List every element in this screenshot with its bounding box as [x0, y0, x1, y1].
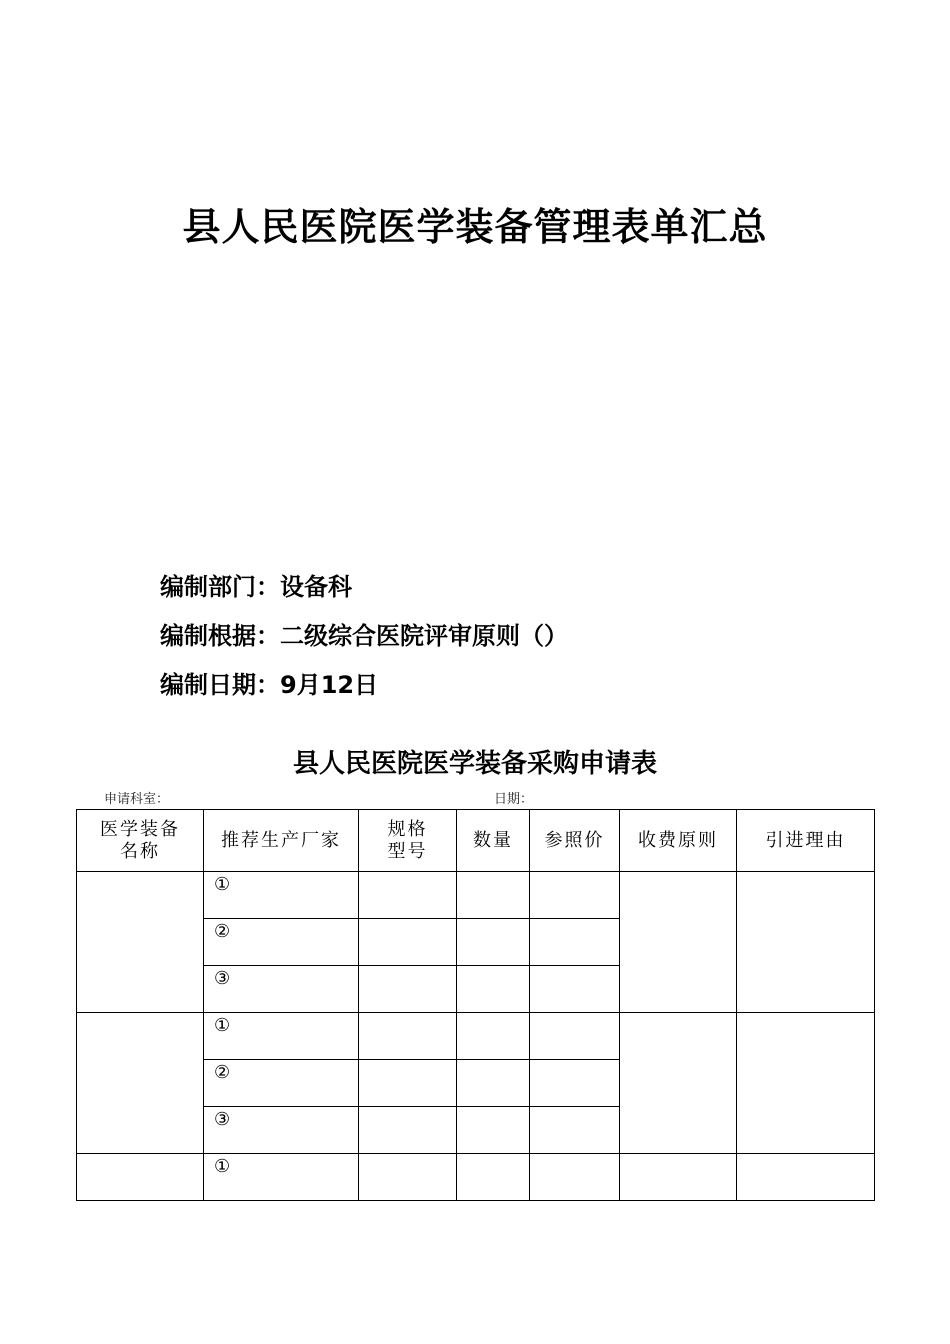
price-cell[interactable]: [530, 1154, 620, 1201]
quantity-cell[interactable]: [457, 1060, 530, 1107]
price-cell[interactable]: [530, 1107, 620, 1154]
charge-principle-cell[interactable]: [620, 1154, 737, 1201]
header-spec-line2: 型号: [387, 840, 428, 862]
header-equipment-name: [77, 810, 204, 872]
quantity-cell[interactable]: [457, 966, 530, 1013]
meta-department: 编制部门：设备科: [160, 573, 352, 601]
department-label: 申请科室：: [104, 792, 170, 807]
manufacturer-cell[interactable]: ①: [204, 872, 359, 919]
spec-cell[interactable]: [359, 1107, 457, 1154]
spec-cell[interactable]: [359, 919, 457, 966]
document-title: 县人民医院医学装备管理表单汇总: [182, 205, 768, 249]
header-manufacturer: 推荐生产厂家: [204, 810, 359, 872]
quantity-cell[interactable]: [457, 919, 530, 966]
reason-cell[interactable]: [737, 872, 875, 1013]
equipment-name-cell[interactable]: [77, 872, 204, 1013]
header-quantity: 数量: [457, 810, 530, 872]
charge-principle-cell[interactable]: [620, 1013, 737, 1154]
header-reason: 引进理由: [737, 810, 875, 872]
reason-cell[interactable]: [737, 1154, 875, 1201]
meta-date: 编制日期：9月12日: [160, 671, 379, 699]
price-cell[interactable]: [530, 872, 620, 919]
header-spec-line1: 规格: [387, 818, 428, 840]
spec-cell[interactable]: [359, 1060, 457, 1107]
equipment-name-cell[interactable]: [77, 1154, 204, 1201]
table-row: [77, 1154, 875, 1201]
price-cell[interactable]: [530, 1013, 620, 1060]
quantity-cell[interactable]: [457, 1154, 530, 1201]
table-row: [77, 872, 875, 919]
reason-cell[interactable]: [737, 1013, 875, 1154]
price-cell[interactable]: [530, 919, 620, 966]
header-spec-model: [359, 810, 457, 872]
manufacturer-cell[interactable]: ②: [204, 1060, 359, 1107]
header-equipment-name-line2: 名称: [120, 840, 160, 862]
equipment-name-cell[interactable]: [77, 1013, 204, 1154]
manufacturer-cell[interactable]: ②: [204, 919, 359, 966]
header-reference-price: 参照价: [530, 810, 620, 872]
date-label: 日期：: [494, 792, 534, 807]
table-row: [77, 1013, 875, 1060]
spec-cell[interactable]: [359, 1013, 457, 1060]
quantity-cell[interactable]: [457, 1013, 530, 1060]
price-cell[interactable]: [530, 966, 620, 1013]
manufacturer-cell[interactable]: ③: [204, 966, 359, 1013]
manufacturer-cell[interactable]: ①: [204, 1013, 359, 1060]
price-cell[interactable]: [530, 1060, 620, 1107]
quantity-cell[interactable]: [457, 1107, 530, 1154]
meta-basis: 编制根据：二级综合医院评审原则（）: [160, 622, 568, 650]
quantity-cell[interactable]: [457, 872, 530, 919]
charge-principle-cell[interactable]: [620, 872, 737, 1013]
table-header-row: [77, 810, 875, 872]
manufacturer-cell[interactable]: ③: [204, 1107, 359, 1154]
spec-cell[interactable]: [359, 1154, 457, 1201]
manufacturer-cell[interactable]: ①: [204, 1154, 359, 1201]
spec-cell[interactable]: [359, 872, 457, 919]
spec-cell[interactable]: [359, 966, 457, 1013]
purchase-request-table: [76, 809, 875, 1201]
form-title: 县人民医院医学装备采购申请表: [292, 749, 657, 779]
header-charge-principle: 收费原则: [620, 810, 737, 872]
document-meta: [160, 565, 568, 712]
header-equipment-name-line1: 医学装备: [100, 818, 180, 840]
